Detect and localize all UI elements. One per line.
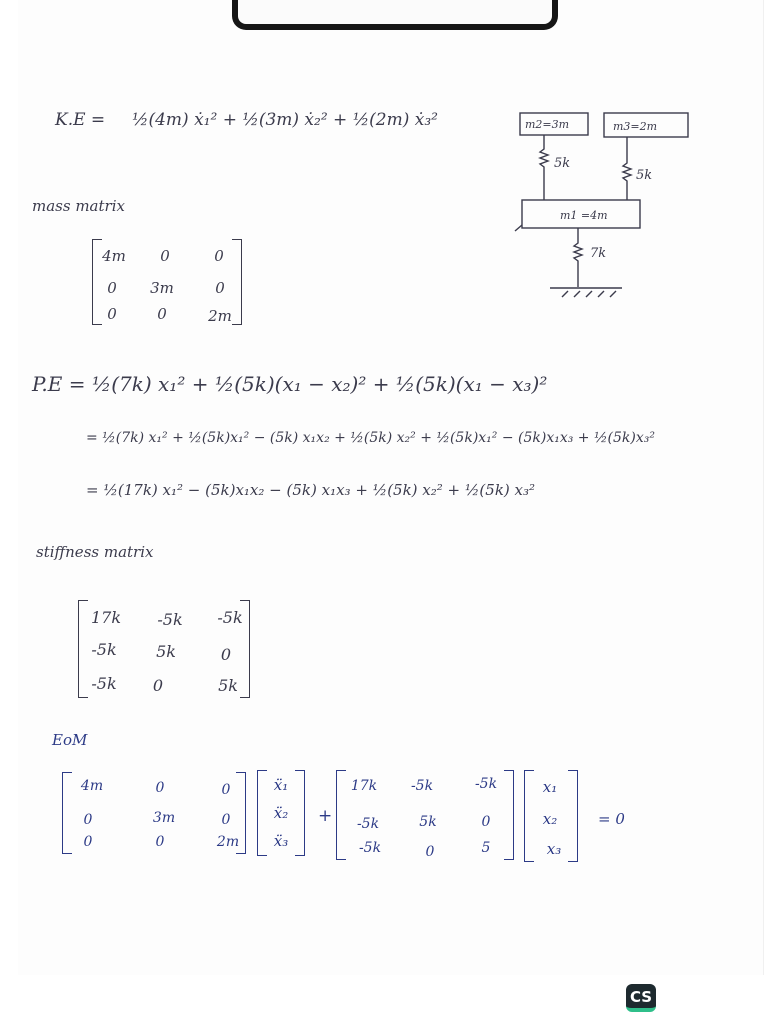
pe-line-3: = ½(17k) x₁² − (5k)x₁x₂ − (5k) x₁x₃ + ½(5k) x₂² + ½(5k) x₃²	[86, 481, 536, 499]
stiffness-matrix-cell: 17k	[90, 608, 122, 627]
mass-matrix-cell: 0	[214, 247, 224, 265]
eom-stiffness-cell: -5k	[410, 778, 434, 794]
eom-disp-cell: x₂	[542, 810, 558, 828]
pe-line-1: P.E = ½(7k) x₁² + ½(5k)(x₁ − x₂)² + ½(5k)(x₁ − x₃)²	[32, 372, 548, 396]
eom-stiffness-cell: 5k	[419, 814, 437, 830]
ke-label: K.E =	[55, 110, 106, 130]
eom-disp-cell: x₃	[546, 840, 562, 858]
eom-accel-cell: ẍ₁	[273, 776, 289, 794]
mass-matrix-cell: 2m	[208, 307, 232, 325]
mass-matrix	[92, 239, 242, 325]
eom-disp-cell: x₁	[542, 778, 558, 796]
eom-accel-cell: ẍ₂	[273, 804, 289, 822]
stiffness-matrix-cell: 0	[152, 676, 164, 695]
eom-equals-zero: = 0	[598, 810, 625, 828]
stiffness-matrix-cell: -5k	[91, 674, 117, 693]
eom-stiffness-cell: 0	[425, 844, 435, 860]
eom-stiffness-matrix	[336, 770, 514, 860]
eom-stiffness-cell: 17k	[350, 778, 378, 794]
eom-displacement-vector	[524, 770, 578, 862]
eom-stiffness-cell: 0	[481, 814, 491, 830]
eom-mass-cell: 0	[221, 812, 231, 828]
mass-m1-label: m1 =4m	[560, 209, 608, 222]
eom-stiffness-cell: -5k	[474, 776, 498, 792]
eom-mass-cell: 3m	[152, 810, 176, 826]
mass-m2-label: m2=3m	[525, 118, 570, 131]
stiffness-matrix	[78, 600, 250, 698]
eom-mass-cell: 0	[83, 812, 93, 828]
stiffness-matrix-cell: 5k	[156, 642, 176, 661]
mass-matrix-title: mass matrix	[32, 197, 125, 215]
stiffness-matrix-cell: -5k	[91, 640, 117, 659]
stiffness-matrix-cell: -5k	[157, 610, 183, 629]
eom-stiffness-cell: 5	[481, 840, 491, 856]
mass-matrix-cell: 3m	[150, 279, 174, 297]
mass-matrix-cell: 0	[215, 279, 225, 297]
stiffness-matrix-title: stiffness matrix	[36, 543, 154, 561]
eom-mass-cell: 0	[83, 834, 93, 850]
spring-right	[623, 137, 631, 200]
stiffness-matrix-cell: -5k	[217, 608, 243, 627]
eom-mass-cell: 0	[221, 782, 231, 798]
mass-matrix-cell: 0	[160, 247, 170, 265]
ke-expression: ½(4m) ẋ₁² + ½(3m) ẋ₂² + ½(2m) ẋ₃²	[132, 110, 438, 130]
eom-title: EoM	[52, 731, 88, 749]
eom-mass-cell: 0	[155, 834, 165, 850]
spring-right-label: 5k	[636, 168, 653, 183]
eom-stiffness-cell: -5k	[358, 840, 382, 856]
eom-mass-matrix	[62, 772, 246, 854]
mass-m3-label: m3=2m	[613, 120, 658, 133]
spring-ground	[574, 228, 582, 287]
clipboard-clip	[232, 0, 558, 30]
pe-line-2: = ½(7k) x₁² + ½(5k)x₁² − (5k) x₁x₂ + ½(5k) x₂² + ½(5k)x₁² − (5k)x₁x₃ + ½(5k)x₃²	[86, 430, 655, 446]
eom-acceleration-vector	[257, 770, 305, 856]
mass-matrix-cell: 4m	[102, 247, 126, 265]
eom-mass-cell: 0	[155, 780, 165, 796]
spring-ground-label: 7k	[590, 246, 607, 261]
mass-matrix-cell: 0	[107, 279, 117, 297]
camscanner-logo: CS	[626, 984, 656, 1012]
eom-stiffness-cell: -5k	[356, 816, 380, 832]
stiffness-matrix-cell: 5k	[218, 676, 238, 695]
eom-mass-cell: 4m	[80, 778, 104, 794]
eom-accel-cell: ẍ₃	[273, 832, 289, 850]
mass-matrix-cell: 0	[157, 305, 167, 323]
eom-plus: +	[318, 806, 333, 826]
spring-left-label: 5k	[554, 156, 571, 171]
mass-matrix-cell: 0	[107, 305, 117, 323]
spring-mass-diagram	[510, 105, 710, 305]
eom-mass-cell: 2m	[216, 834, 240, 850]
stiffness-matrix-cell: 0	[220, 645, 232, 664]
spring-left	[540, 135, 548, 200]
